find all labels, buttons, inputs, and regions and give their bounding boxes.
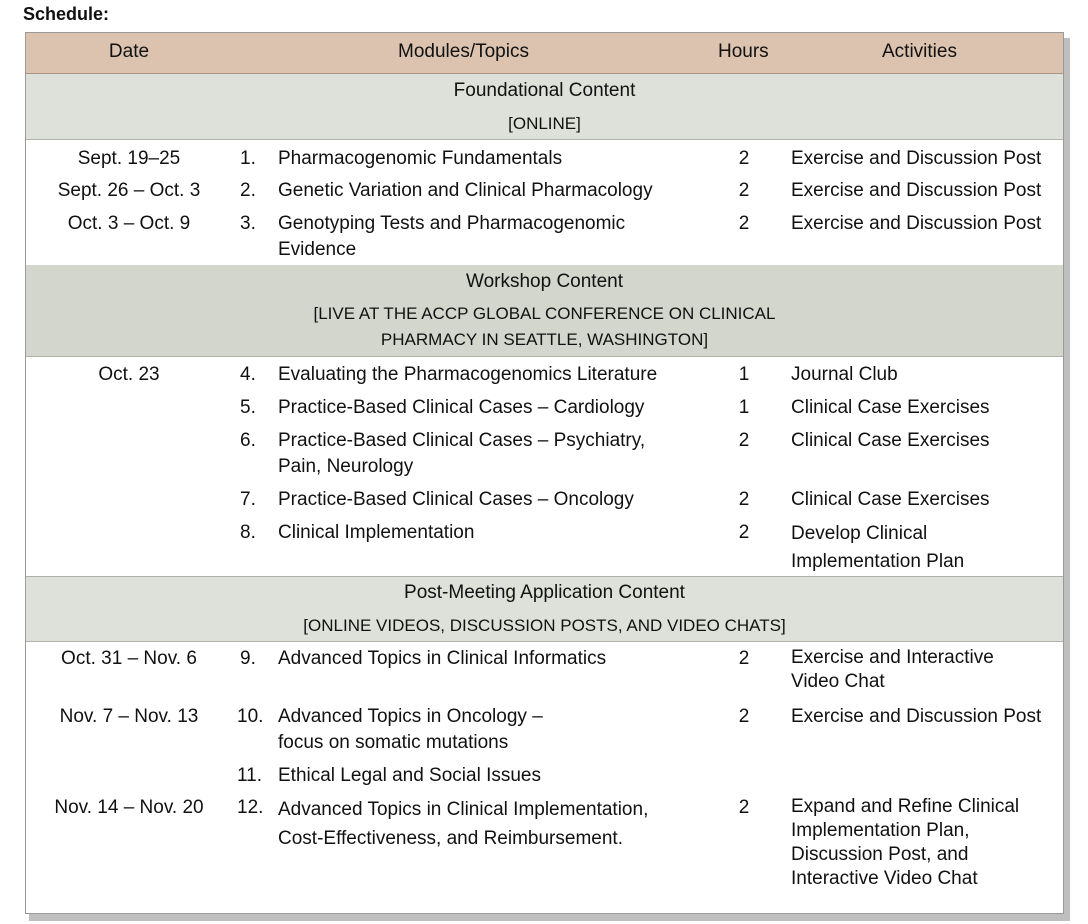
row-number: 7. [240,489,256,510]
row-activity: Exercise and Discussion Post [791,706,1042,727]
row-activity-line: Interactive Video Chat [791,868,978,889]
row-hours: 2 [738,648,750,669]
row-module-line: Practice-Based Clinical Cases – Psychiatry, [278,430,646,451]
row-hours: 1 [738,397,750,418]
row-module: Clinical Implementation [278,522,475,543]
row-module: Pharmacogenomic Fundamentals [278,148,563,169]
section-subtitle-line1: [LIVE AT THE ACCP GLOBAL CONFERENCE ON CLINICAL [313,304,776,323]
header-activities: Activities [882,41,957,62]
section-subtitle: [ONLINE VIDEOS, DISCUSSION POSTS, AND VIDEO CHATS] [303,616,786,635]
row-activity [791,646,1061,694]
row-activity: Clinical Case Exercises [791,397,990,418]
row-activity [791,520,1061,576]
row-number: 9. [240,648,256,669]
schedule-table [25,32,1064,914]
section-title: Foundational Content [453,80,636,101]
row-activity: Exercise and Discussion Post [791,213,1042,234]
row-module [278,211,708,263]
section-title: Post-Meeting Application Content [404,582,685,603]
row-module: Evaluating the Pharmacogenomics Literature [278,364,658,385]
row-module: Ethical Legal and Social Issues [278,765,541,786]
row-hours: 2 [738,522,750,543]
row-hours: 2 [738,489,750,510]
row-date: Oct. 23 [98,364,160,385]
row-activity: Clinical Case Exercises [791,489,990,510]
row-date: Sept. 19–25 [77,148,181,169]
row-date: Oct. 3 – Oct. 9 [67,213,191,234]
row-activity-line: Develop Clinical [791,523,928,544]
row-activity: Clinical Case Exercises [791,430,990,451]
row-date: Sept. 26 – Oct. 3 [57,180,201,201]
row-module: Practice-Based Clinical Cases – Cardiology [278,397,645,418]
row-activity-line: Implementation Plan [791,551,965,572]
row-hours: 2 [738,706,750,727]
row-activity-line: Expand and Refine Clinical [791,796,1020,817]
schedule-label: Schedule: [23,4,110,24]
row-number: 3. [240,213,256,234]
header-date: Date [108,41,150,62]
section-subtitle-line2: PHARMACY IN SEATTLE, WASHINGTON] [380,330,709,349]
row-module [278,704,708,756]
section-subtitle: [ONLINE] [508,114,581,133]
row-date: Nov. 14 – Nov. 20 [54,797,204,818]
header-modules: Modules/Topics [398,41,529,62]
row-hours: 2 [738,180,750,201]
row-module-line: focus on somatic mutations [278,732,509,753]
row-number: 1. [240,148,256,169]
row-number: 10. [237,706,264,727]
section-foundational [26,74,1063,140]
table-header [26,33,1063,74]
row-activity [791,795,1061,891]
row-module: Advanced Topics in Clinical Informatics [278,648,607,669]
row-activity-line: Video Chat [791,671,885,692]
row-activity-line: Discussion Post, and [791,844,969,865]
row-date: Oct. 31 – Nov. 6 [61,648,197,669]
row-module: Genetic Variation and Clinical Pharmacology [278,180,653,201]
row-number: 11. [237,765,263,786]
row-hours: 2 [738,213,750,234]
row-activity-line: Implementation Plan, [791,820,970,841]
header-hours: Hours [718,41,769,62]
row-module [278,428,708,480]
row-hours: 2 [738,148,750,169]
row-hours: 2 [738,430,750,451]
row-number: 5. [240,397,256,418]
row-module-line: Genotyping Tests and Pharmacogenomic [278,213,626,234]
row-number: 4. [240,364,256,385]
row-module-line: Advanced Topics in Clinical Implementation, [278,799,649,820]
row-activity: Journal Club [791,364,898,385]
row-module-line: Pain, Neurology [278,456,414,477]
row-number: 12. [237,797,264,818]
row-module-line: Advanced Topics in Oncology – [278,706,543,727]
section-title: Workshop Content [465,271,623,292]
row-hours: 1 [738,364,750,385]
row-activity: Exercise and Discussion Post [791,180,1042,201]
row-module [278,795,708,853]
row-hours: 2 [738,797,750,818]
row-activity: Exercise and Discussion Post [791,148,1042,169]
row-module-line: Evidence [278,239,357,260]
row-module-line: Cost-Effectiveness, and Reimbursement. [278,828,623,849]
row-module: Practice-Based Clinical Cases – Oncology [278,489,634,510]
row-number: 8. [240,522,256,543]
row-number: 2. [240,180,256,201]
section-workshop [26,265,1063,357]
row-number: 6. [240,430,256,451]
section-post-meeting [26,576,1063,642]
row-date: Nov. 7 – Nov. 13 [59,706,199,727]
row-activity-line: Exercise and Interactive [791,647,994,668]
